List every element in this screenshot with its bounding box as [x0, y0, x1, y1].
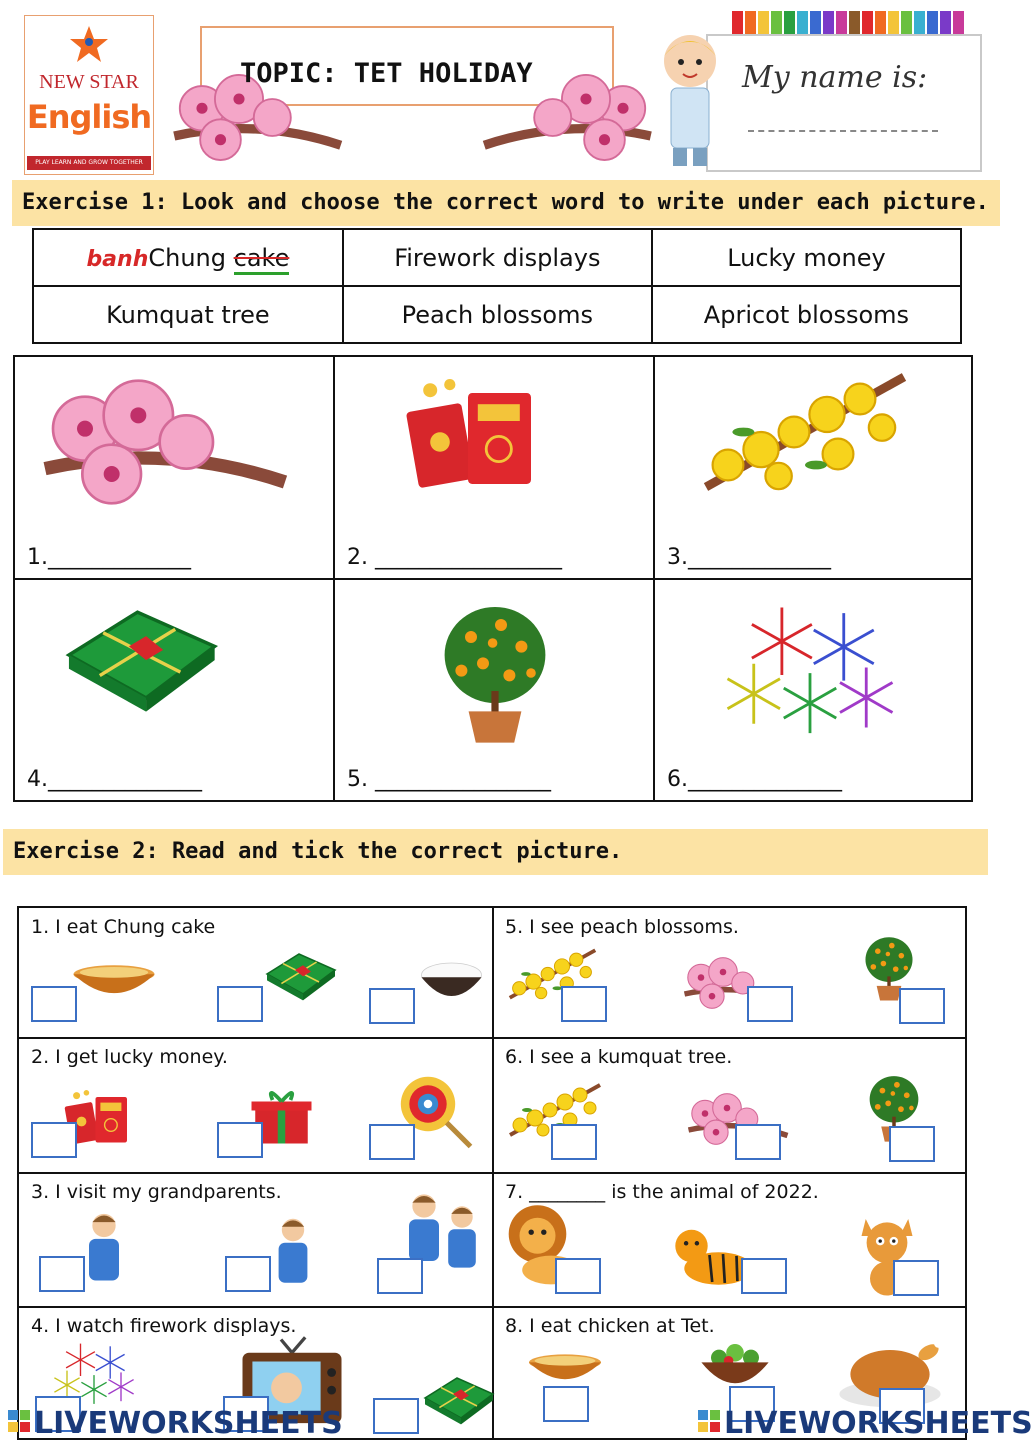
row-divider [19, 1306, 965, 1308]
watermark-right: LIVEWORKSHEETS [724, 1406, 1033, 1441]
question-3: 3. I visit my grandparents. [31, 1181, 282, 1203]
word-bank-item: Apricot blossoms [652, 286, 961, 343]
word-bank-item: Firework displays [343, 229, 652, 286]
soup-picture [69, 958, 159, 1003]
picture-cell-2 [335, 357, 655, 580]
question-4: 4. I watch firework displays. [31, 1315, 297, 1337]
liveworksheets-logo-icon [698, 1410, 722, 1434]
mother-baby-picture [269, 1214, 317, 1294]
exercise2-grid [17, 906, 967, 1440]
tick-box-6a[interactable] [551, 1124, 597, 1160]
tick-box-5a[interactable] [561, 986, 607, 1022]
row-divider [19, 1172, 965, 1174]
tick-box-7c[interactable] [893, 1260, 939, 1296]
chung-cake-picture [417, 1370, 497, 1426]
peach-blossom-picture [30, 362, 300, 522]
answer-blank-4[interactable]: 4.______________ [27, 767, 202, 792]
tick-box-5b[interactable] [747, 986, 793, 1022]
answer-blank-2[interactable]: 2. _________________ [347, 545, 562, 570]
word-bank-answer: banh [86, 246, 149, 272]
name-card [706, 34, 982, 172]
picture-cell-6 [655, 580, 971, 800]
logo-text-new-star: NEW STAR [39, 71, 139, 93]
word-bank-text: Chung cake [148, 244, 289, 275]
tick-box-4c[interactable] [373, 1398, 419, 1434]
tick-box-2a[interactable] [31, 1122, 77, 1158]
topic-title: TOPIC: TET HOLIDAY [240, 58, 533, 89]
picture-cell-1 [15, 357, 335, 580]
liveworksheets-logo-icon [8, 1410, 32, 1434]
chung-cake-picture [45, 595, 230, 715]
rice-bowl-picture [414, 956, 489, 1006]
tick-box-7b[interactable] [741, 1258, 787, 1294]
tick-box-3b[interactable] [225, 1256, 271, 1292]
father-son-picture [79, 1208, 129, 1293]
question-6: 6. I see a kumquat tree. [505, 1046, 733, 1068]
firework-picture [715, 600, 905, 750]
exercise1-title: Exercise 1: Look and choose the correct word to write under each picture. [12, 180, 1000, 226]
chung-cake-picture [259, 946, 339, 1002]
name-input-line[interactable] [748, 130, 938, 132]
word-bank-item [33, 229, 343, 286]
grandmother-picture [439, 1198, 485, 1282]
soup-picture [525, 1348, 605, 1388]
answer-blank-1[interactable]: 1._____________ [27, 545, 191, 570]
lucky-money-picture [405, 375, 545, 495]
answer-blank-5[interactable]: 5. ________________ [347, 767, 551, 792]
row-divider [19, 1037, 965, 1039]
word-bank-item: Lucky money [652, 229, 961, 286]
question-7: 7. ________ is the animal of 2022. [505, 1181, 819, 1203]
question-5: 5. I see peach blossoms. [505, 916, 739, 938]
picture-cell-5 [335, 580, 655, 800]
tick-box-1c[interactable] [369, 988, 415, 1024]
exercise1-picture-grid [13, 355, 973, 802]
answer-blank-6[interactable]: 6.______________ [667, 767, 842, 792]
star-icon [69, 24, 109, 64]
picture-cell-4 [15, 580, 335, 800]
picture-cell-3 [655, 357, 971, 580]
name-label: My name is: [742, 60, 928, 95]
watermark-left: LIVEWORKSHEETS [34, 1406, 343, 1441]
tick-box-2b[interactable] [217, 1122, 263, 1158]
answer-blank-3[interactable]: 3._____________ [667, 545, 831, 570]
tick-box-7a[interactable] [555, 1258, 601, 1294]
tick-box-3c[interactable] [377, 1258, 423, 1294]
tick-box-8a[interactable] [543, 1386, 589, 1422]
question-2: 2. I get lucky money. [31, 1046, 228, 1068]
tick-box-1a[interactable] [31, 986, 77, 1022]
tick-box-6c[interactable] [889, 1126, 935, 1162]
exercise2-title: Exercise 2: Read and tick the correct picture. [3, 829, 988, 875]
tick-box-6b[interactable] [735, 1124, 781, 1160]
kumquat-tree-picture [435, 598, 555, 748]
logo-text-english: English [26, 98, 152, 136]
colored-pencils-icon [732, 5, 972, 37]
new-star-logo [24, 15, 154, 175]
apricot-blossom-picture [695, 357, 915, 507]
word-bank-item: Kumquat tree [33, 286, 343, 343]
tick-box-3a[interactable] [39, 1256, 85, 1292]
word-bank [32, 228, 962, 344]
word-bank-item: Peach blossoms [343, 286, 652, 343]
boy-illustration [655, 26, 725, 174]
tick-box-2c[interactable] [369, 1124, 415, 1160]
question-1: 1. I eat Chung cake [31, 916, 216, 938]
question-8: 8. I eat chicken at Tet. [505, 1315, 715, 1337]
tick-box-5c[interactable] [899, 988, 945, 1024]
tick-box-1b[interactable] [217, 986, 263, 1022]
logo-tagline: PLAY LEARN AND GROW TOGETHER [27, 156, 151, 170]
